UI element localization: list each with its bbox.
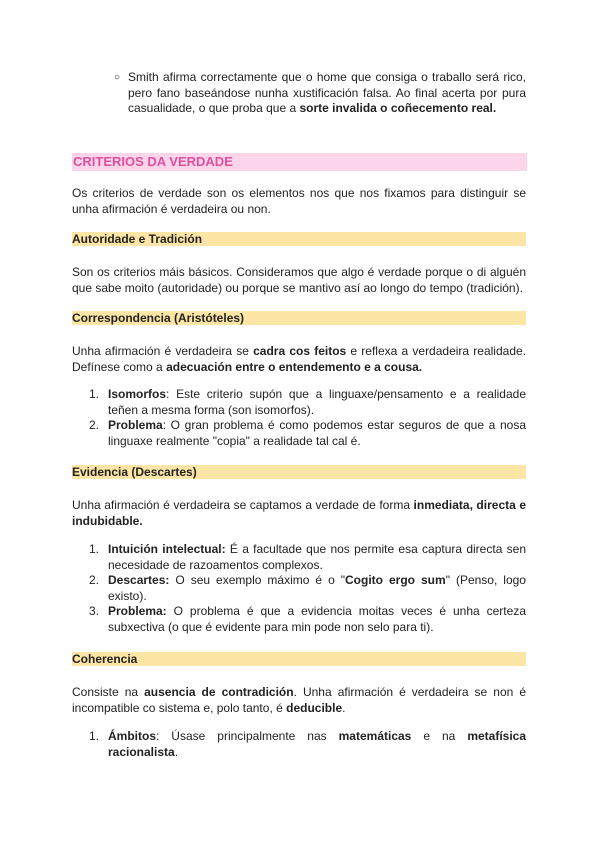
- text-run: e reflexa a verdadeira realidade. Defínese como a: [72, 344, 526, 374]
- list-term: Cogito ergo sum: [345, 573, 446, 587]
- list-number: 1.: [89, 387, 100, 401]
- list-text: " (Penso, logo existo).: [108, 573, 526, 603]
- list-term: Isomorfos: [108, 387, 167, 401]
- heading-evidencia: Evidencia (Descartes): [72, 465, 526, 479]
- list-correspondencia: [72, 387, 526, 449]
- paragraph-correspondencia: [72, 344, 526, 375]
- text-run: Unha afirmación é verdadeira se captamos a verdade de forma: [72, 498, 414, 512]
- bold-run: deducible: [286, 700, 343, 715]
- list-term: metafísica racionalista: [108, 729, 527, 759]
- list-term: Problema:: [108, 604, 167, 618]
- paragraph-evidencia: [72, 498, 526, 529]
- bold-run: ausencia de contradición: [144, 685, 294, 699]
- heading-autoridade: Autoridade e Tradición: [72, 232, 526, 246]
- list-item: [72, 729, 526, 760]
- list-text: e na: [411, 729, 468, 743]
- list-text: : Úsase principalmente nas: [156, 729, 339, 743]
- list-item: [72, 604, 526, 635]
- hollow-bullet-icon: ○: [114, 72, 121, 83]
- list-term: Problema: [108, 418, 163, 432]
- bold-run: inmediata, directa e indubidable.: [72, 498, 526, 528]
- intro-bullet-bold: sorte invalida o coñecemento real.: [299, 101, 497, 115]
- list-text: .: [174, 744, 179, 759]
- heading-correspondencia: Correspondencia (Aristóteles): [72, 311, 526, 325]
- list-number: 2.: [89, 573, 100, 587]
- intro-bullet: [114, 70, 526, 117]
- list-term: Ámbitos: [108, 729, 156, 743]
- list-number: 1.: [89, 729, 100, 743]
- heading-coherencia: Coherencia: [72, 652, 526, 666]
- list-item: [72, 387, 526, 418]
- list-text: É a facultade que nos permite esa captura directa sen necesidade de razoamentos complexos.: [108, 542, 526, 572]
- list-term: Intuición intelectual:: [108, 542, 226, 556]
- section-intro: Os criterios de verdade son os elementos nos que nos fixamos para distinguir se unha afirmación é verdadeira ou non.: [72, 186, 526, 216]
- list-number: 2.: [89, 418, 100, 432]
- list-text: O problema é que a evidencia moitas veces é unha certeza subxectiva (o que é evidente para min pode non selo para ti).: [108, 604, 526, 634]
- text-run: .: [342, 700, 346, 715]
- text-run: Unha afirmación é verdadeira se: [72, 344, 254, 358]
- list-item: [72, 418, 526, 449]
- list-text: : Este criterio supón que a linguaxe/pensamento e a realidade teñen a mesma forma (son isomorfos).: [108, 387, 526, 417]
- list-text: O seu exemplo máximo é o ": [169, 573, 346, 587]
- paragraph-autoridade: Son os criterios máis básicos. Consideramos que algo é verdade porque o di alguén que sabe moito (autoridade) ou porque se mantivo así ao longo do tempo (tradición).: [72, 265, 526, 295]
- paragraph-coherencia: [72, 685, 526, 716]
- list-term: Descartes:: [108, 573, 170, 587]
- list-number: 3.: [89, 604, 100, 618]
- bold-run: adecuación entre o entendemento e a cousa.: [166, 359, 423, 374]
- list-item: [72, 542, 526, 573]
- list-text: : O gran problema é como podemos estar seguros de que a nosa linguaxe realmente "copia" a realidade tal cal é.: [108, 418, 526, 448]
- list-number: 1.: [89, 542, 100, 556]
- intro-bullet-text: Smith afirma correctamente que o home que consiga o traballo será rico, pero fano baseándose nunha xustificación falsa. Ao final acerta por pura casualidade, o que proba que a: [128, 70, 526, 115]
- list-item: [72, 573, 526, 604]
- section-title: CRITERIOS DA VERDADE: [72, 153, 527, 171]
- text-run: Consiste na: [72, 685, 145, 699]
- list-term: matemáticas: [338, 729, 412, 743]
- list-coherencia: [72, 729, 526, 760]
- bold-run: cadra cos feitos: [253, 344, 347, 358]
- list-evidencia: [72, 542, 526, 635]
- text-run: . Unha afirmación é verdadeira se non é incompatible co sistema e, polo tanto, é: [72, 685, 527, 715]
